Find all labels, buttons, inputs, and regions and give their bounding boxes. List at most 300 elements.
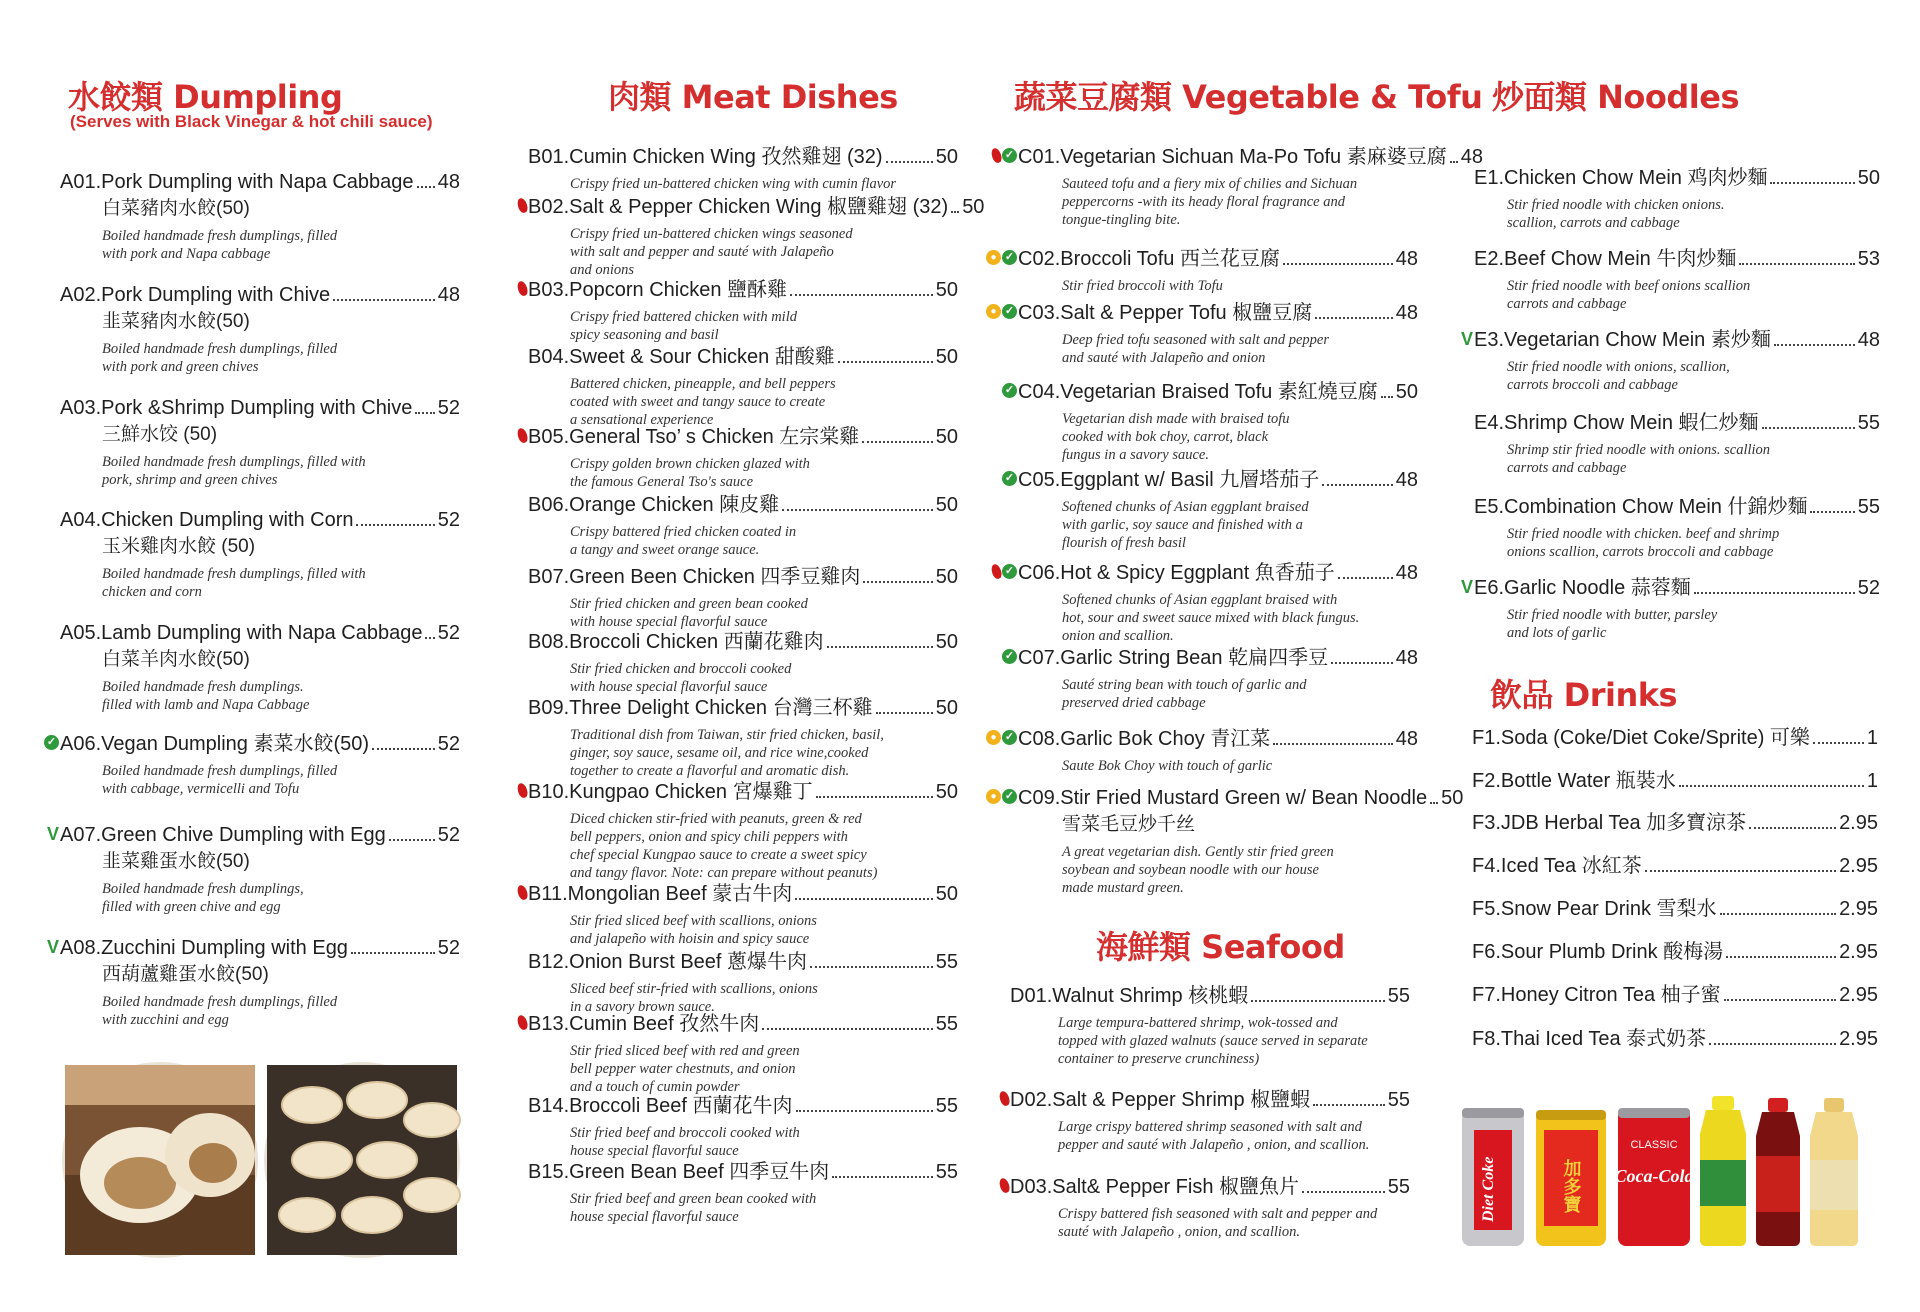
item-chinese-name: 白菜羊肉水餃(50) (102, 649, 250, 670)
item-code: D03. (1010, 1176, 1053, 1198)
menu-item-line (528, 780, 958, 805)
item-chinese-name: 韭菜豬肉水餃(50) (102, 311, 250, 332)
vegetarian-v-icon: V (1460, 577, 1473, 597)
noodles-title: 炒面類 Noodles (1492, 78, 1740, 116)
item-name: Broccoli Tofu 西兰花豆腐 (1060, 248, 1280, 270)
item-code: C04. (1018, 381, 1061, 403)
menu-item-line (60, 283, 460, 308)
item-description: Stir fried noodle with chicken. beef and shrimp onions scallion, carrots broccoli and cabbage (1507, 526, 1780, 560)
item-code: D01. (1010, 985, 1053, 1007)
item-price: 52 (437, 397, 460, 419)
leader-dots (1315, 317, 1393, 319)
item-name: Sour Plumb Drink 酸梅湯 (1500, 941, 1724, 963)
menu-item-b14 (528, 1094, 958, 1160)
item-name: Vegan Dumpling 素菜水餃(50) (101, 733, 370, 755)
item-code: F7. (1472, 984, 1501, 1006)
item-price: 48 (437, 284, 460, 306)
item-name: Garlic String Bean 乾扁四季豆 (1060, 647, 1329, 669)
leader-dots (356, 524, 434, 526)
leader-dots (863, 581, 932, 583)
menu-item-c09 (990, 786, 1464, 897)
menu-item-line (990, 247, 1418, 272)
menu-item-line (60, 396, 460, 421)
item-description: Stir fried noodle with onions, scallion, carrots broccoli and cabbage (1507, 359, 1730, 393)
item-price: 50 (935, 494, 958, 516)
item-name: Beef Chow Mein 牛肉炒麵 (1504, 248, 1737, 270)
item-name: Popcorn Chicken 鹽酥雞 (569, 279, 788, 301)
menu-item-line (46, 936, 460, 961)
menu-item-b07 (528, 565, 958, 631)
menu-item-line (1010, 984, 1410, 1009)
item-description: Traditional dish from Taiwan, stir fried chicken, basil, ginger, soy sauce, sesame oil, and rice wine,cooked together to create a flavorful and aromatic dish. (570, 727, 884, 779)
item-description: Sauteed tofu and a fiery mix of chilies and Sichuan peppercorns -with its heady floral fragrance and tongue-tingling bite. (1062, 176, 1358, 228)
menu-item-line (528, 345, 958, 370)
item-name: Kungpao Chicken 宮爆雞丁 (569, 781, 813, 803)
menu-item-f2 (1472, 769, 1878, 794)
item-description: Crispy fried battered chicken with mild spicy seasoning and basil (570, 309, 797, 343)
menu-item-b06 (528, 493, 958, 559)
item-description: Crispy golden brown chicken glazed with the famous General Tso's sauce (570, 456, 810, 490)
item-price: 50 (935, 346, 958, 368)
diet-badges (1002, 471, 1017, 486)
leader-dots (832, 1176, 932, 1178)
leader-dots (886, 161, 933, 163)
coca-cola-classic-label: CLASSIC (1630, 1139, 1678, 1151)
item-name: Shrimp Chow Mein 蝦仁炒麵 (1504, 412, 1759, 434)
diet-badges (1002, 649, 1017, 664)
item-code: B04. (528, 346, 570, 368)
item-code: C06. (1018, 562, 1061, 584)
menu-item-c02 (990, 247, 1418, 295)
item-code: E3. (1474, 329, 1505, 351)
coca-cola-label: Coca-Cola (1614, 1166, 1694, 1186)
menu-item-b08 (528, 630, 958, 696)
leader-dots (1720, 913, 1837, 915)
diet-badges (992, 148, 1017, 163)
menu-item-line (528, 425, 958, 450)
leader-dots (762, 1028, 933, 1030)
contains-egg-icon: ● (986, 250, 1001, 265)
item-name: Pork Dumpling with Napa Cabbage (101, 171, 414, 193)
item-description: Stir fried sliced beef with red and green bell pepper water chestnuts, and onion and a touch of cumin powder (570, 1043, 800, 1095)
item-price: 50 (935, 631, 958, 653)
dumpling-title: 水餃類 Dumpling (68, 78, 343, 116)
item-code: F1. (1472, 727, 1501, 749)
menu-item-line (1010, 1175, 1410, 1200)
menu-item-c08 (990, 727, 1418, 775)
dumpling-photo-2 (264, 1062, 460, 1258)
item-code: C08. (1018, 728, 1061, 750)
item-name: Green Bean Beef 四季豆牛肉 (569, 1161, 830, 1183)
item-name: Vegetarian Sichuan Ma-Po Tofu 素麻婆豆腐 (1060, 146, 1447, 168)
item-price: 50 (935, 279, 958, 301)
item-description: Boiled handmade fresh dumplings, filled with pork, shrimp and green chives (102, 454, 366, 488)
item-chinese-name: 雪菜毛豆炒千丝 (1062, 814, 1196, 835)
item-description: Stir fried beef and green bean cooked with house special flavorful sauce (570, 1191, 817, 1225)
item-price: 52 (437, 733, 460, 755)
menu-item-b03 (528, 278, 958, 344)
item-description: Crispy fried un-battered chicken wing with cumin flavor (570, 176, 897, 192)
item-name: General Tso’ s Chicken 左宗棠雞 (569, 426, 860, 448)
leader-dots (425, 637, 434, 639)
item-code: B10. (528, 781, 570, 803)
item-code: C09. (1018, 787, 1061, 809)
leader-dots (1273, 743, 1392, 745)
menu-item-a04 (60, 508, 460, 601)
leader-dots (1813, 742, 1864, 744)
diet-badges (986, 730, 1017, 745)
item-code: B07. (528, 566, 570, 588)
menu-item-line (46, 732, 460, 757)
leader-dots (1774, 344, 1855, 346)
item-name: Pork Dumpling with Chive (101, 284, 331, 306)
menu-item-e5 (1474, 495, 1880, 561)
leader-dots (1694, 592, 1855, 594)
vegan-leaf-icon: ✓ (1002, 383, 1017, 398)
item-code: D02. (1010, 1089, 1053, 1111)
item-name: Green Been Chicken 四季豆雞肉 (569, 566, 861, 588)
menu-item-b04 (528, 345, 958, 429)
vegan-leaf-icon: ✓ (44, 735, 59, 750)
diet-coke-label: Diet Coke (1480, 1156, 1497, 1222)
vegan-leaf-icon: ✓ (1002, 471, 1017, 486)
item-description: Sauté string bean with touch of garlic and preserved dried cabbage (1062, 677, 1307, 711)
diet-badges (1461, 331, 1473, 347)
menu-item-line (1460, 328, 1880, 353)
leader-dots (1739, 263, 1854, 265)
item-name: Zucchini Dumpling with Egg (101, 937, 348, 959)
menu-item-line (1010, 1088, 1410, 1113)
item-name: Three Delight Chicken 台灣三杯雞 (569, 697, 873, 719)
item-description: Boiled handmade fresh dumplings, filled with cabbage, vermicelli and Tofu (102, 763, 338, 797)
item-price: 55 (935, 1095, 958, 1117)
menu-item-line (1472, 897, 1878, 922)
item-description: Vegetarian dish made with braised tofu cooked with bok choy, carrot, black fungus in a savory sauce. (1062, 411, 1290, 463)
item-price: 50 (1441, 787, 1464, 809)
menu-item-b10 (528, 780, 958, 882)
diet-badges (986, 304, 1017, 319)
item-code: F6. (1472, 941, 1501, 963)
vegan-leaf-icon: ✓ (1002, 304, 1017, 319)
menu-item-a06 (46, 732, 460, 798)
menu-item-line (528, 1094, 958, 1119)
menu-item-b05 (528, 425, 958, 491)
item-name: Bottle Water 瓶裝水 (1500, 770, 1676, 792)
item-code: F2. (1472, 770, 1501, 792)
menu-item-b09 (528, 696, 958, 780)
menu-item-line (528, 565, 958, 590)
item-price: 55 (935, 951, 958, 973)
menu-item-line (1474, 247, 1880, 272)
item-code: C03. (1018, 302, 1061, 324)
item-price: 2.95 (1839, 984, 1878, 1006)
item-description: Crispy battered fish seasoned with salt and pepper and sauté with Jalapeño , onion, and scallion. (1058, 1206, 1378, 1240)
item-name: Vegetarian Chow Mein 素炒麵 (1504, 329, 1771, 351)
veg-title: 蔬菜豆腐類 Vegetable & Tofu (1014, 78, 1483, 116)
item-name: Salt & Pepper Shrimp 椒鹽蝦 (1052, 1089, 1311, 1111)
item-name: Garlic Noodle 蒜蓉麵 (1504, 577, 1691, 599)
leader-dots (862, 441, 932, 443)
menu-item-e4 (1474, 411, 1880, 477)
item-code: B09. (528, 697, 570, 719)
menu-item-d01 (1010, 984, 1410, 1068)
item-code: B13. (528, 1013, 570, 1035)
leader-dots (1331, 662, 1393, 664)
menu-item-line (1004, 145, 1483, 170)
menu-item-line (528, 493, 958, 518)
menu-item-a05 (60, 621, 460, 714)
item-price: 50 (1857, 167, 1880, 189)
menu-item-line (528, 882, 958, 907)
item-description: Sliced beef stir-fried with scallions, onions in a savory brown sauce. (570, 981, 818, 1015)
item-description: Boiled handmade fresh dumplings. filled with lamb and Napa Cabbage (102, 679, 310, 713)
item-code: A02. (60, 284, 102, 306)
menu-item-f1 (1472, 726, 1878, 751)
item-description: Stir fried noodle with butter, parsley and lots of garlic (1507, 607, 1718, 641)
leader-dots (1726, 956, 1836, 958)
item-code: E1. (1474, 167, 1505, 189)
menu-item-d02 (1010, 1088, 1410, 1154)
vegetarian-v-icon: V (46, 937, 59, 957)
dumpling-photo-1 (62, 1062, 258, 1258)
item-price: 55 (935, 1013, 958, 1035)
menu-item-d03 (1010, 1175, 1410, 1241)
menu-item-line (990, 786, 1464, 811)
drinks-photo (1460, 1090, 1880, 1250)
item-price: 55 (1857, 496, 1880, 518)
item-name: Broccoli Beef 西蘭花牛肉 (569, 1095, 793, 1117)
leader-dots (827, 646, 933, 648)
item-name: Soda (Coke/Diet Coke/Sprite) 可樂 (1500, 727, 1810, 749)
leader-dots (782, 509, 933, 511)
menu-item-line (990, 301, 1418, 326)
item-price: 55 (1387, 985, 1410, 1007)
menu-item-line (1472, 983, 1878, 1008)
menu-item-f7 (1472, 983, 1878, 1008)
menu-item-a07 (46, 823, 460, 916)
item-name: Orange Chicken 陳皮雞 (569, 494, 780, 516)
menu-item-line (528, 1012, 958, 1037)
item-name: Chicken Dumpling with Corn (101, 509, 354, 531)
menu-item-line (1472, 769, 1878, 794)
item-description: Stir fried sliced beef with scallions, onions and jalapeño with hoisin and spicy sauce (570, 913, 817, 947)
vegan-leaf-icon: ✓ (1002, 250, 1017, 265)
item-code: F4. (1472, 855, 1501, 877)
item-price: 48 (1395, 469, 1418, 491)
menu-item-line (60, 621, 460, 646)
item-code: F8. (1472, 1028, 1501, 1050)
diet-badges (518, 885, 527, 900)
leader-dots (1770, 182, 1854, 184)
item-name: Salt& Pepper Fish 椒鹽魚片 (1052, 1176, 1299, 1198)
leader-dots (1381, 396, 1393, 398)
menu-item-line (1004, 646, 1418, 671)
diet-badges (518, 281, 527, 296)
diet-badges (518, 1015, 527, 1030)
item-price: 48 (1460, 146, 1483, 168)
menu-item-line (1472, 1027, 1878, 1052)
leader-dots (1645, 870, 1836, 872)
leader-dots (1762, 427, 1855, 429)
item-chinese-name: 白菜豬肉水餃(50) (102, 198, 250, 219)
item-code: E6. (1474, 577, 1505, 599)
vegan-leaf-icon: ✓ (1002, 564, 1017, 579)
item-code: F5. (1472, 898, 1501, 920)
item-description: Saute Bok Choy with touch of garlic (1062, 758, 1273, 774)
menu-item-f6 (1472, 940, 1878, 965)
seafood-title: 海鮮類 Seafood (1096, 928, 1345, 966)
item-name: Hot & Spicy Eggplant 魚香茄子 (1060, 562, 1335, 584)
item-price: 55 (1857, 412, 1880, 434)
meat-title: 肉類 Meat Dishes (608, 78, 898, 116)
leader-dots (1810, 511, 1854, 513)
diet-badges (1000, 1178, 1009, 1193)
menu-item-line (1474, 495, 1880, 520)
menu-item-a08 (46, 936, 460, 1029)
menu-item-b11 (528, 882, 958, 948)
vegan-leaf-icon: ✓ (1002, 789, 1017, 804)
item-price: 53 (1857, 248, 1880, 270)
menu-item-f4 (1472, 854, 1878, 879)
item-code: A06. (60, 733, 102, 755)
menu-item-a03 (60, 396, 460, 489)
item-price: 2.95 (1839, 898, 1878, 920)
leader-dots (417, 186, 435, 188)
item-name: Honey Citron Tea 柚子蜜 (1500, 984, 1721, 1006)
menu-item-line (1472, 811, 1878, 836)
item-name: Walnut Shrimp 核桃蝦 (1052, 985, 1249, 1007)
leader-dots (372, 748, 435, 750)
item-description: Crispy fried un-battered chicken wings seasoned with salt and pepper and sauté with Jalapeño and onions (570, 226, 853, 278)
menu-item-e2 (1474, 247, 1880, 313)
item-name: Vegetarian Braised Tofu 素紅燒豆腐 (1060, 381, 1378, 403)
vegan-leaf-icon: ✓ (1002, 649, 1017, 664)
item-name: Iced Tea 冰紅茶 (1500, 855, 1642, 877)
item-code: B12. (528, 951, 570, 973)
menu-item-line (528, 696, 958, 721)
item-code: B01. (528, 146, 570, 168)
item-name: Combination Chow Mein 什錦炒麵 (1504, 496, 1808, 518)
diet-badges (986, 789, 1017, 804)
item-price: 50 (935, 566, 958, 588)
item-name: Broccoli Chicken 西蘭花雞肉 (569, 631, 824, 653)
item-price: 2.95 (1839, 941, 1878, 963)
item-description: Boiled handmade fresh dumplings, filled with green chive and egg (102, 881, 304, 915)
item-code: B05. (528, 426, 570, 448)
item-code: A04. (60, 509, 102, 531)
menu-item-a01 (60, 170, 460, 263)
menu-item-line (46, 823, 460, 848)
item-name: Thai Iced Tea 泰式奶茶 (1500, 1028, 1707, 1050)
item-name: Salt & Pepper Tofu 椒鹽豆腐 (1060, 302, 1313, 324)
item-code: B15. (528, 1161, 570, 1183)
menu-item-line (990, 727, 1418, 752)
leader-dots (1302, 1191, 1385, 1193)
item-price: 52 (1857, 577, 1880, 599)
menu-item-line (1472, 940, 1878, 965)
diet-badges (1461, 579, 1473, 595)
item-name: Green Chive Dumpling with Egg (101, 824, 386, 846)
item-name: Cumin Beef 孜然牛肉 (569, 1013, 760, 1035)
item-price: 2.95 (1839, 1028, 1878, 1050)
item-code: E2. (1474, 248, 1505, 270)
item-price: 48 (1395, 562, 1418, 584)
menu-item-b15 (528, 1160, 958, 1226)
item-price: 48 (1857, 329, 1880, 351)
item-code: B11. (528, 883, 568, 905)
item-price: 48 (1395, 647, 1418, 669)
item-price: 1 (1866, 770, 1878, 792)
item-description: Softened chunks of Asian eggplant braised with garlic, soy sauce and finished with a flourish of fresh basil (1062, 499, 1309, 551)
diet-badges (44, 735, 59, 750)
menu-item-c03 (990, 301, 1418, 367)
vegan-leaf-icon: ✓ (1002, 730, 1017, 745)
menu-item-line (528, 1160, 958, 1185)
item-price: 2.95 (1839, 812, 1878, 834)
leader-dots (1749, 827, 1836, 829)
item-description: Deep fried tofu seasoned with salt and pepper and sauté with Jalapeño and onion (1062, 332, 1330, 366)
item-chinese-name: 韭菜雞蛋水餃(50) (102, 851, 250, 872)
item-price: 48 (437, 171, 460, 193)
leader-dots (1338, 577, 1393, 579)
menu-item-c04 (1004, 380, 1418, 464)
item-description: Stir fried broccoli with Tofu (1062, 278, 1223, 294)
item-price: 55 (1387, 1089, 1410, 1111)
item-price: 48 (1395, 728, 1418, 750)
menu-item-b13 (528, 1012, 958, 1096)
vegetarian-v-icon: V (46, 824, 59, 844)
leader-dots (1322, 484, 1393, 486)
item-description: A great vegetarian dish. Gently stir fried green soybean and soybean noodle with our house made mustard green. (1062, 844, 1334, 896)
diet-badges (1002, 383, 1017, 398)
menu-item-line (528, 630, 958, 655)
leader-dots (1679, 785, 1864, 787)
drinks-title: 飲品 Drinks (1490, 676, 1678, 714)
item-name: Onion Burst Beef 蔥爆牛肉 (569, 951, 808, 973)
leader-dots (1283, 263, 1393, 265)
diet-badges (1000, 1091, 1009, 1106)
leader-dots (1313, 1104, 1385, 1106)
menu-item-e1 (1474, 166, 1880, 232)
item-description: Softened chunks of Asian eggplant braised with hot, sour and sweet sauce mixed with black fungus. onion and scallion. (1062, 592, 1360, 644)
leader-dots (389, 839, 435, 841)
item-code: A03. (60, 397, 102, 419)
item-name: JDB Herbal Tea 加多寶涼茶 (1500, 812, 1747, 834)
leader-dots (876, 712, 933, 714)
item-price: 50 (935, 781, 958, 803)
diet-badges (518, 198, 527, 213)
item-code: C01. (1018, 146, 1061, 168)
item-price: 48 (1395, 248, 1418, 270)
item-code: E5. (1474, 496, 1505, 518)
item-price: 2.95 (1839, 855, 1878, 877)
leader-dots (951, 211, 959, 213)
dumpling-subtitle: (Serves with Black Vinegar & hot chili sauce) (70, 112, 433, 131)
item-price: 52 (437, 937, 460, 959)
leader-dots (1251, 1000, 1385, 1002)
leader-dots (415, 412, 434, 414)
leader-dots (1430, 802, 1438, 804)
item-description: Stir fried chicken and green bean cooked with house special flavorful sauce (570, 596, 808, 630)
menu-item-e3 (1460, 328, 1880, 394)
item-price: 50 (935, 697, 958, 719)
menu-item-line (1004, 561, 1418, 586)
contains-egg-icon: ● (986, 789, 1001, 804)
item-description: Stir fried chicken and broccoli cooked with house special flavorful sauce (570, 661, 792, 695)
item-description: Boiled handmade fresh dumplings, filled with pork and green chives (102, 341, 338, 375)
item-price: 50 (935, 883, 958, 905)
item-description: Boiled handmade fresh dumplings, filled with chicken and corn (102, 566, 366, 600)
